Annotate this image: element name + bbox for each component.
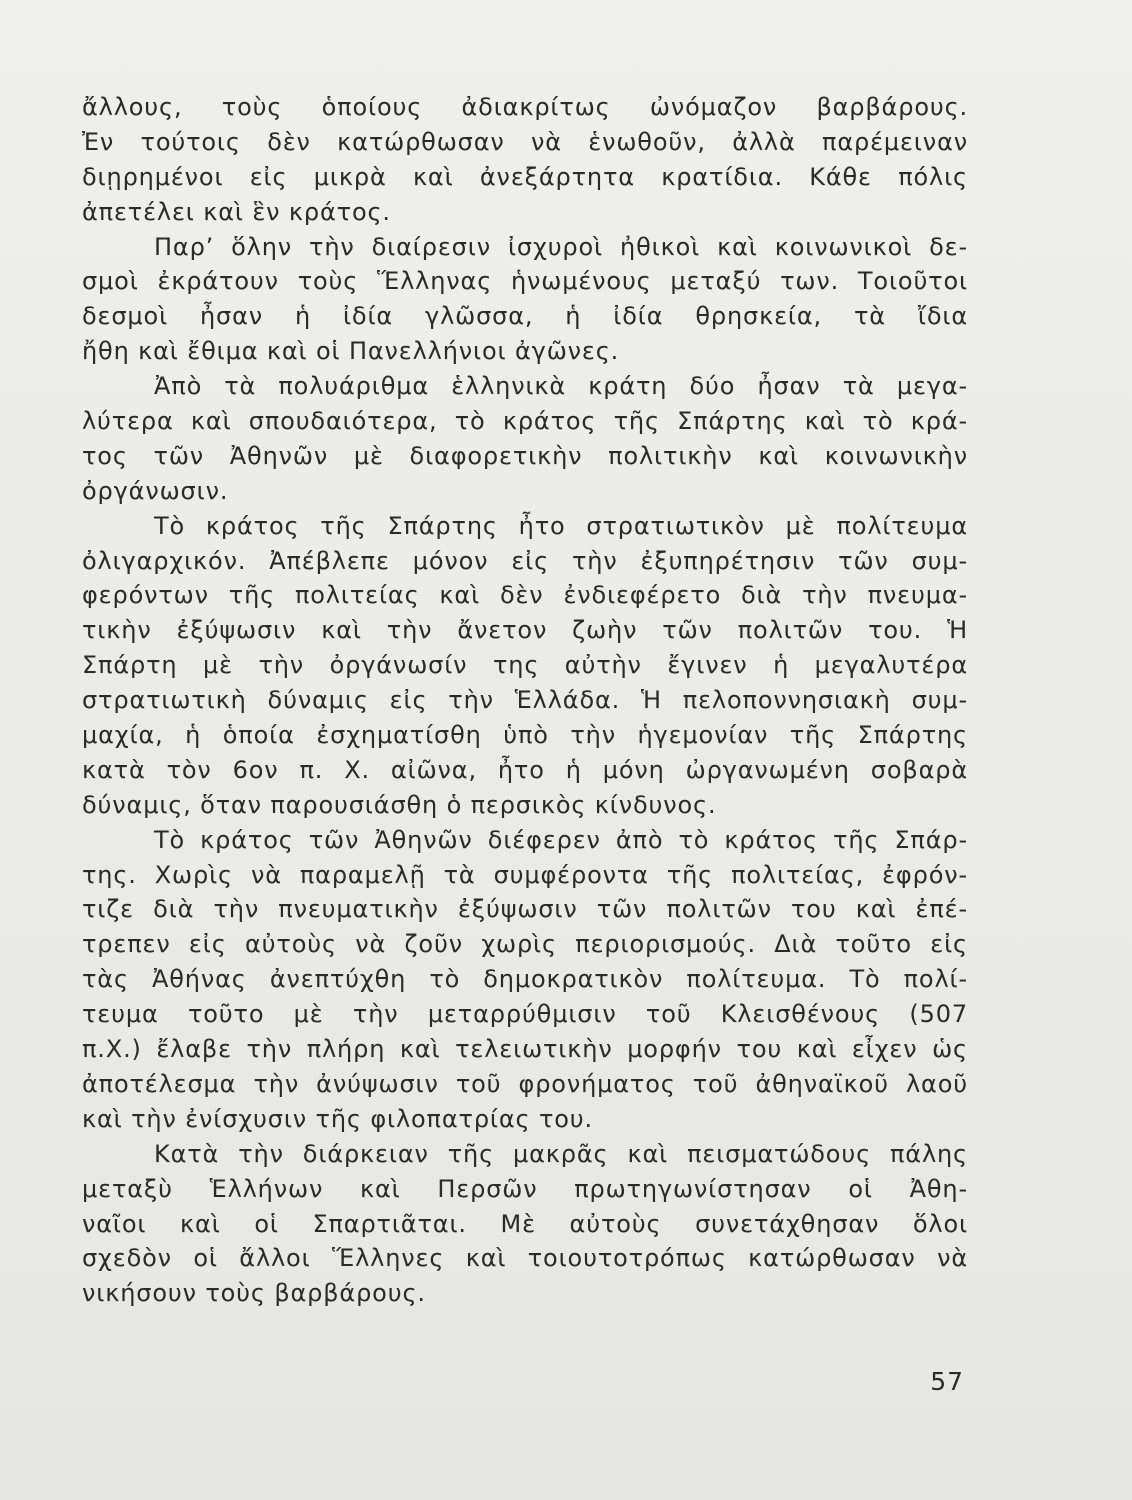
text-line: τὰς Ἀθήνας ἀνεπτύχθη τὸ δημοκρατικὸν πολίτευμα. Τὸ πολί-	[82, 965, 968, 994]
text-line: π.Χ.) ἔλαβε τὴν πλήρη καὶ τελειωτικὴν μορφήν του καὶ εἶχεν ὡς	[82, 1035, 968, 1064]
paragraph	[82, 823, 968, 1137]
text-line: μεταξὺ Ἑλλήνων καὶ Περσῶν πρωτηγωνίστησαν οἱ Ἀθη-	[82, 1174, 968, 1203]
text-line: διῃρημένοι εἰς μικρὰ καὶ ἀνεξάρτητα κρατίδια. Κάθε πόλις	[82, 162, 968, 191]
text-line: τικὴν ἐξύψωσιν καὶ τὴν ἄνετον ζωὴν τῶν πολιτῶν του. Ἡ	[82, 616, 968, 645]
text-line: ἀποτέλεσμα τὴν ἀνύψωσιν τοῦ φρονήματος τοῦ ἀθηναϊκοῦ λαοῦ	[82, 1069, 968, 1098]
text-line: Ἐν τούτοις δὲν κατώρθωσαν νὰ ἑνωθοῦν, ἀλλὰ παρέμειναν	[82, 127, 968, 156]
paragraph	[82, 90, 968, 230]
body-text	[82, 90, 968, 1311]
text-line: δεσμοὶ ἦσαν ἡ ἰδία γλῶσσα, ἡ ἰδία θρησκεία, τὰ ἴδια	[82, 302, 968, 331]
text-line: Κατὰ τὴν διάρκειαν τῆς μακρᾶς καὶ πεισματώδους πάλης	[154, 1139, 968, 1168]
text-line: της. Χωρὶς νὰ παραμελῇ τὰ συμφέροντα τῆς πολιτείας, ἐφρόν-	[82, 860, 968, 889]
text-line: καὶ τὴν ἐνίσχυσιν τῆς φιλοπατρίας του.	[82, 1104, 594, 1133]
paragraph	[82, 369, 968, 509]
text-line: Ἀπὸ τὰ πολυάριθμα ἑλληνικὰ κράτη δύο ἦσαν τὰ μεγα-	[154, 372, 968, 401]
page-number: 57	[930, 1367, 964, 1396]
text-line: ὀλιγαρχικόν. Ἀπέβλεπε μόνον εἰς τὴν ἐξυπηρέτησιν τῶν συμ-	[82, 546, 968, 575]
paragraph	[82, 230, 968, 370]
text-line: τευμα τοῦτο μὲ τὴν μεταρρύθμισιν τοῦ Κλεισθένους (507	[82, 1000, 968, 1029]
text-line: δύναμις, ὅταν παρουσιάσθη ὁ περσικὸς κίνδυνος.	[82, 790, 717, 819]
text-line: στρατιωτικὴ δύναμις εἰς τὴν Ἑλλάδα. Ἡ πελοποννησιακὴ συμ-	[82, 686, 968, 715]
text-line: ἄλλους, τοὺς ὁποίους ἀδιακρίτως ὠνόμαζον βαρβάρους.	[82, 93, 968, 121]
text-line: μαχία, ἡ ὁποία ἐσχηματίσθη ὑπὸ τὴν ἡγεμονίαν τῆς Σπάρτης	[82, 721, 968, 750]
text-line: ὀργάνωσιν.	[82, 476, 229, 505]
text-line: σμοὶ ἐκράτουν τοὺς Ἕλληνας ἡνωμένους μεταξύ των. Τοιοῦτοι	[82, 267, 968, 296]
text-line: τιζε διὰ τὴν πνευματικὴν ἐξύψωσιν τῶν πολιτῶν του καὶ ἐπέ-	[82, 895, 968, 924]
text-line: τρεπεν εἰς αὐτοὺς νὰ ζοῦν χωρὶς περιορισμούς. Διὰ τοῦτο εἰς	[82, 930, 968, 959]
text-line: Σπάρτη μὲ τὴν ὀργάνωσίν της αὐτὴν ἔγινεν ἡ μεγαλυτέρα	[82, 651, 968, 680]
text-line: σχεδὸν οἱ ἄλλοι Ἕλληνες καὶ τοιουτοτρόπως κατώρθωσαν νὰ	[82, 1244, 968, 1273]
paragraph	[82, 509, 968, 823]
text-line: τος τῶν Ἀθηνῶν μὲ διαφορετικὴν πολιτικὴν καὶ κοινωνικὴν	[82, 441, 968, 470]
paragraph	[82, 1137, 968, 1311]
text-line: νικήσουν τοὺς βαρβάρους.	[82, 1279, 426, 1308]
text-line: ἤθη καὶ ἔθιμα καὶ οἱ Πανελλήνιοι ἀγῶνες.	[82, 337, 620, 366]
text-line: ναῖοι καὶ οἱ Σπαρτιᾶται. Μὲ αὐτοὺς συνετάχθησαν ὅλοι	[82, 1209, 968, 1238]
text-line: κατὰ τὸν 6ον π. Χ. αἰῶνα, ἦτο ἡ μόνη ὠργανωμένη σοβαρὰ	[82, 755, 968, 784]
text-line: Τὸ κράτος τῶν Ἀθηνῶν διέφερεν ἀπὸ τὸ κράτος τῆς Σπάρ-	[154, 825, 968, 854]
text-line: Τὸ κράτος τῆς Σπάρτης ἦτο στρατιωτικὸν μὲ πολίτευμα	[154, 511, 968, 540]
text-line: ἀπετέλει καὶ ἓν κράτος.	[82, 197, 391, 226]
text-line: λύτερα καὶ σπουδαιότερα, τὸ κράτος τῆς Σπάρτης καὶ τὸ κρά-	[82, 407, 968, 436]
text-line: φερόντων τῆς πολιτείας καὶ δὲν ἐνδιεφέρετο διὰ τὴν πνευμα-	[82, 581, 968, 610]
text-line: Παρ’ ὅλην τὴν διαίρεσιν ἰσχυροὶ ἠθικοὶ καὶ κοινωνικοὶ δε-	[154, 232, 968, 261]
